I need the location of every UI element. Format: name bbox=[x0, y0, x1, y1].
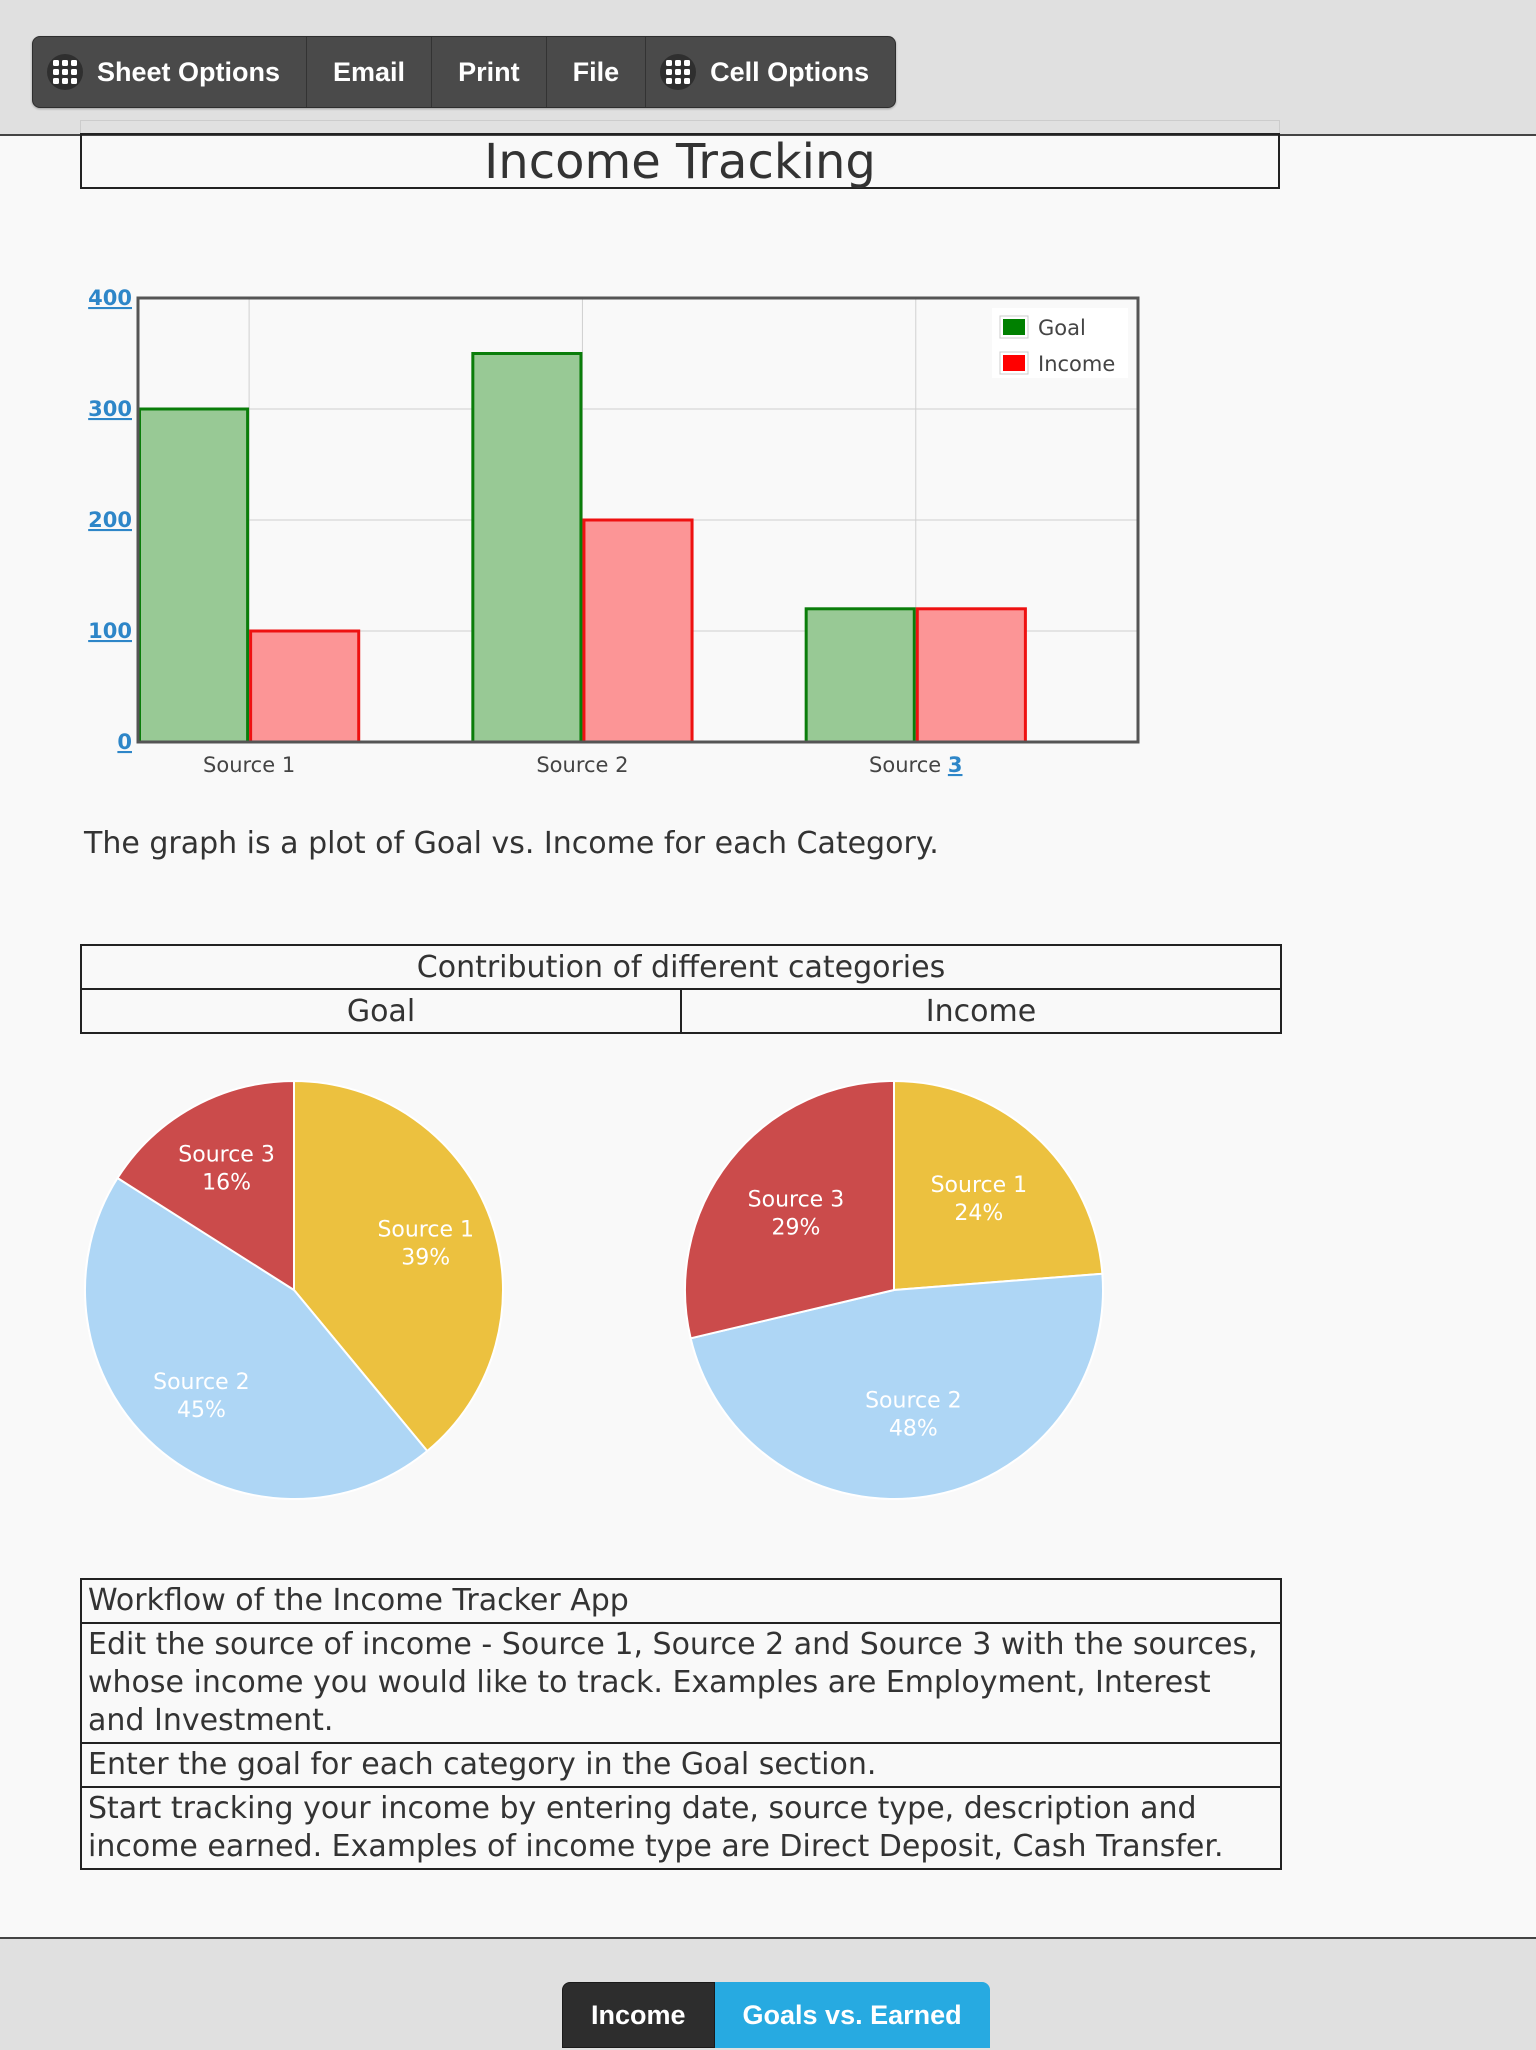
bar-chart bbox=[80, 280, 1160, 800]
pie-label-name: Source 3 bbox=[747, 1187, 845, 1213]
workflow-row[interactable]: Edit the source of income - Source 1, Source 2 and Source 3 with the sources, whose income you would like to track. Examples are Employment, Interest and Investment. bbox=[81, 1623, 1281, 1743]
bar-chart-svg bbox=[80, 280, 1160, 800]
cell-options-label: Cell Options bbox=[710, 56, 870, 87]
legend-label: Income bbox=[1038, 352, 1116, 376]
bar-income-1 bbox=[251, 631, 359, 742]
chart-caption[interactable]: The graph is a plot of Goal vs. Income for each Category. bbox=[84, 826, 939, 861]
pie-label-percent: 16% bbox=[202, 1170, 252, 1196]
bar-income-3 bbox=[917, 609, 1025, 742]
pie-label-name: Source 3 bbox=[178, 1142, 275, 1168]
sheet-options-label: Sheet Options bbox=[97, 56, 281, 87]
pie-label-percent: 24% bbox=[954, 1201, 1004, 1227]
sheet-options-button[interactable] bbox=[33, 37, 307, 107]
legend-label: Goal bbox=[1038, 316, 1086, 340]
x-tick-label: Source 1 bbox=[203, 753, 296, 777]
bar-goal-2 bbox=[473, 354, 581, 743]
goal-pie-chart bbox=[74, 1070, 514, 1510]
chart-legend bbox=[992, 308, 1128, 378]
x-tick-label: Source 3 bbox=[869, 753, 963, 777]
y-tick-label: 200 bbox=[88, 508, 132, 532]
goal-pie-svg bbox=[74, 1070, 514, 1510]
legend-swatch-goal bbox=[1003, 319, 1025, 335]
workflow-row[interactable]: Start tracking your income by entering date, source type, description and income earned. Examples of income type are Direct Deposit, Cash Transfer. bbox=[81, 1787, 1281, 1869]
goal-header[interactable]: Goal bbox=[81, 989, 681, 1033]
workflow-title[interactable]: Workflow of the Income Tracker App bbox=[81, 1579, 1281, 1623]
y-tick-label: 100 bbox=[88, 619, 132, 643]
file-button[interactable]: File bbox=[547, 37, 647, 107]
pie-label-percent: 29% bbox=[771, 1215, 821, 1241]
grid-menu-icon bbox=[660, 54, 696, 90]
page-title[interactable]: Income Tracking bbox=[80, 133, 1280, 189]
tab-income[interactable]: Income bbox=[562, 1982, 715, 2048]
legend-swatch-income bbox=[1003, 355, 1025, 371]
x-tick-label: Source 2 bbox=[536, 753, 629, 777]
contribution-title[interactable]: Contribution of different categories bbox=[81, 945, 1281, 989]
pie-label-percent: 45% bbox=[176, 1398, 226, 1424]
pie-label-name: Source 2 bbox=[153, 1370, 250, 1396]
contribution-table bbox=[80, 944, 1282, 1034]
income-pie-chart bbox=[674, 1070, 1114, 1510]
income-header[interactable]: Income bbox=[681, 989, 1281, 1033]
toolbar bbox=[32, 36, 896, 108]
pie-label-percent: 39% bbox=[401, 1245, 451, 1271]
pie-label-percent: 48% bbox=[888, 1416, 938, 1442]
pie-label-name: Source 1 bbox=[930, 1173, 1028, 1199]
email-button[interactable]: Email bbox=[307, 37, 432, 107]
y-tick-label: 0 bbox=[117, 730, 132, 754]
print-button[interactable]: Print bbox=[432, 37, 547, 107]
title-cell-frame bbox=[80, 120, 1280, 134]
y-tick-label: 400 bbox=[88, 286, 132, 310]
pie-label-name: Source 2 bbox=[865, 1388, 962, 1414]
workflow-table bbox=[80, 1578, 1282, 1870]
bar-goal-3 bbox=[806, 609, 914, 742]
sheet-tabs bbox=[562, 1982, 990, 2048]
top-toolbar-area bbox=[0, 0, 1536, 136]
pie-label-name: Source 1 bbox=[377, 1217, 475, 1243]
income-pie-svg bbox=[674, 1070, 1114, 1510]
bar-goal-1 bbox=[140, 409, 248, 742]
bar-income-2 bbox=[584, 520, 692, 742]
cell-options-button[interactable] bbox=[646, 37, 895, 107]
workflow-section bbox=[80, 1578, 1282, 1872]
tab-goals-vs-earned[interactable]: Goals vs. Earned bbox=[715, 1982, 990, 2048]
grid-menu-icon bbox=[47, 54, 83, 90]
y-tick-label: 300 bbox=[88, 397, 132, 421]
workflow-row[interactable]: Enter the goal for each category in the Goal section. bbox=[81, 1743, 1281, 1787]
